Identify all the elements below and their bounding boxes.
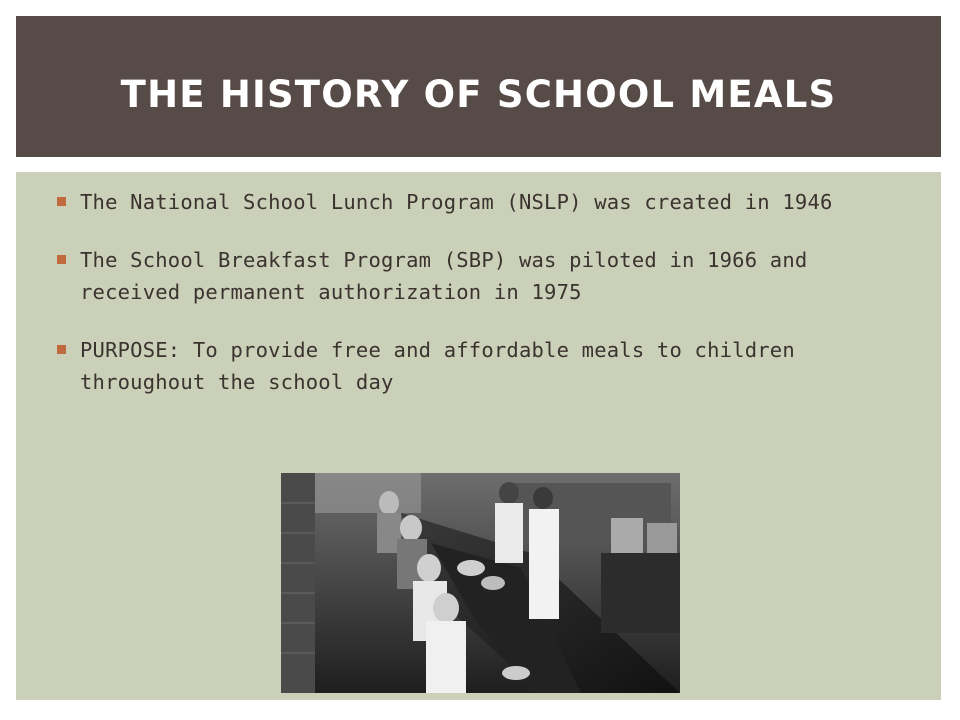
- bullet-text: The School Breakfast Program (SBP) was piloted in 1966 and received permanent authorization in 1975: [80, 248, 808, 304]
- title-banner: [16, 16, 941, 157]
- square-bullet-icon: [57, 197, 66, 206]
- cafeteria-photo-illustration: [281, 473, 680, 693]
- bullet-list: [54, 186, 914, 424]
- slide-title: THE HISTORY OF SCHOOL MEALS: [120, 73, 837, 116]
- bullet-text: The National School Lunch Program (NSLP) was created in 1946: [80, 190, 833, 214]
- bullet-text: PURPOSE: To provide free and affordable meals to children throughout the school day: [80, 338, 795, 394]
- square-bullet-icon: [57, 255, 66, 264]
- bullet-item-sbp: [54, 244, 914, 308]
- bullet-item-purpose: [54, 334, 914, 398]
- cafeteria-photo: [281, 473, 680, 693]
- bullet-item-nslp: [54, 186, 914, 218]
- square-bullet-icon: [57, 345, 66, 354]
